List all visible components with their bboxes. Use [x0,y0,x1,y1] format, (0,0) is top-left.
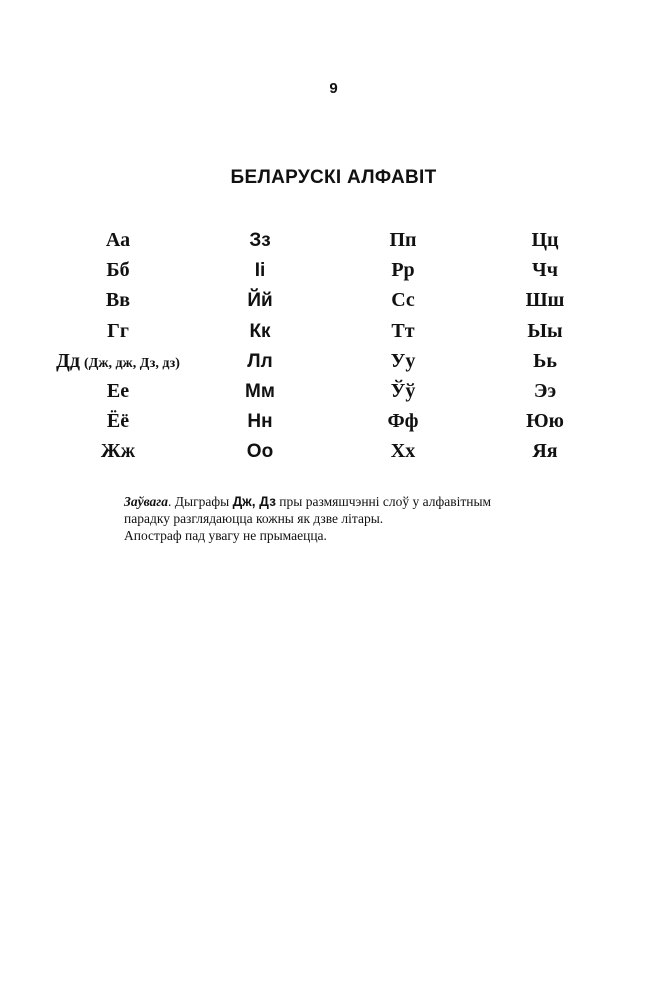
page-title: БЕЛАРУСКІ АЛФАВІТ [230,167,437,188]
letter-pair: Цц [531,229,559,251]
letter-pair: Хх [390,440,416,463]
letter-pair: Пп [389,229,417,251]
letter-pair: Мм [245,380,275,402]
remark-digraphs: Дж, Дз [232,494,276,509]
digraph-note: (Дж, дж, Дз, дз) [84,355,180,371]
letter-pair: Сс [391,289,415,312]
letter-pair: Тт [391,319,415,342]
alphabet-column-3 [323,225,483,467]
letter-pair: Бб [106,259,130,282]
letter-pair: Ьь [533,349,557,372]
letter-pair: Ёё [106,410,130,433]
letter-pair: Шш [525,289,565,312]
letter-pair: Зз [249,230,271,251]
letter-pair: Іі [254,260,266,282]
letter-pair: Яя [532,440,558,463]
letter-pair: Фф [387,410,419,433]
remark-line-2: парадку разглядаюцца кожны як дзве літары. [124,511,384,526]
letter-pair: Ыы [527,319,563,342]
remark-label: Заўвага [124,494,169,509]
letter-pair: Лл [247,350,273,372]
letter-pair: Уу [390,349,416,372]
letter-pair: Гг [107,319,129,342]
remark-line-1: Заўвага. Дыграфы Дж, Дз пры размяшчэнні слоў у алфавітным [124,494,492,509]
letter-pair: Йй [247,290,273,312]
letter-pair: Вв [105,289,131,312]
page-number: 9 [329,80,338,97]
letter-pair: Нн [247,411,273,433]
letter-pair: Кк [249,320,271,342]
alphabet-column-1 [38,225,198,467]
letter-pair: Юю [526,410,564,433]
alphabet-column-4 [465,225,625,467]
letter-pair: Оо [246,441,274,463]
letter-pair: Дд (Дж, дж, Дз, дз) [56,349,180,372]
alphabet-table [0,225,667,475]
letter-pair: Аа [105,229,131,251]
letter-pair: Жж [100,440,136,463]
letter-pair: Ээ [533,379,557,402]
letter-pair: Ее [106,379,130,402]
letter-pair: Чч [532,259,558,282]
remark-note [124,493,584,544]
letter-pair: Рр [391,259,415,282]
remark-line-3: Апостраф пад увагу не прымаецца. [124,528,327,543]
letter-pair: Ўў [390,379,416,402]
alphabet-column-2 [180,225,340,467]
